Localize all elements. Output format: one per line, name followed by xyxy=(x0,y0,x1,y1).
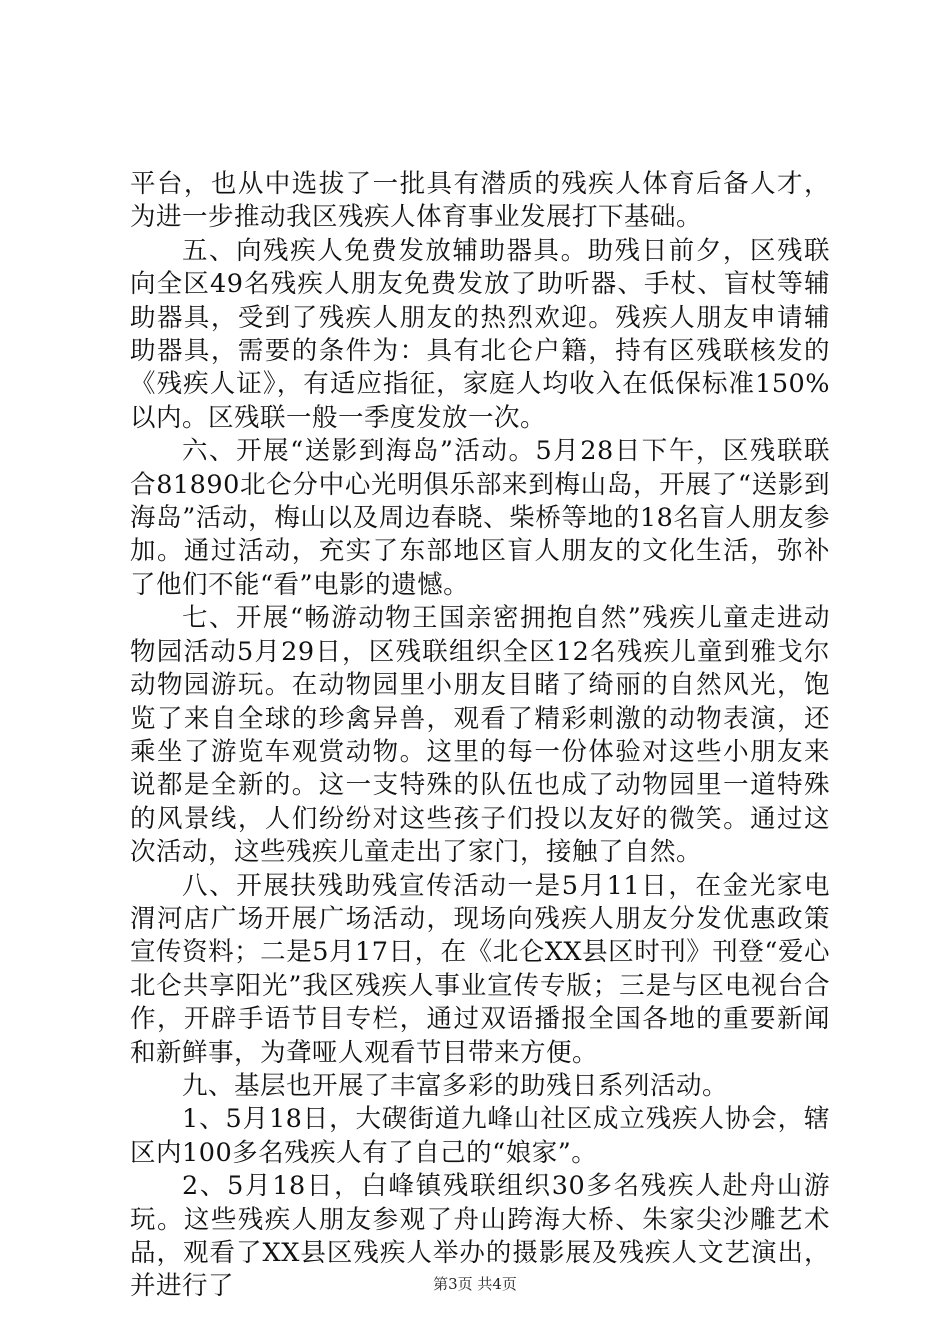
paragraph-item-7: 七、开展“畅游动物王国亲密拥抱自然”残疾儿童走进动物园活动5月29日，区残联组织全区12名残疾儿童到雅戈尔动物园游玩。在动物园里小朋友目睹了绮丽的自然风光，饱览了来自全球的珍禽异兽，观看了精彩刺激的动物表演，还乘坐了游览车观赏动物。这里的每一份体验对这些小朋友来说都是全新的。这一支特殊的队伍也成了动物园里一道特殊的风景线，人们纷纷对这些孩子们投以友好的微笑。通过这次活动，这些残疾儿童走出了家门，接触了自然。 xyxy=(130,603,830,868)
paragraph-item-6: 六、开展“送影到海岛”活动。5月28日下午，区残联联合81890北仑分中心光明俱乐部来到梅山岛，开展了“送影到海岛”活动，梅山以及周边春晓、柴桥等地的18名盲人朋友参加。通过活动，充实了东部地区盲人朋友的文化生活，弥补了他们不能“看”电影的遗憾。 xyxy=(130,436,830,600)
document-body xyxy=(130,168,830,1304)
paragraph-continuation: 平台，也从中选拔了一批具有潜质的残疾人体育后备人才，为进一步推动我区残疾人体育事业发展打下基础。 xyxy=(130,169,830,233)
paragraph-item-5: 五、向残疾人免费发放辅助器具。助残日前夕，区残联向全区49名残疾人朋友免费发放了助听器、手杖、盲杖等辅助器具，受到了残疾人朋友的热烈欢迎。残疾人朋友申请辅助器具，需要的条件为：具有北仑户籍，持有区残联核发的《残疾人证》，有适应指征，家庭人均收入在低保标准150%以内。区残联一般一季度发放一次。 xyxy=(130,235,830,433)
paragraph-subitem-2: 2、5月18日，白峰镇残联组织30多名残疾人赴舟山游玩。这些残疾人朋友参观了舟山跨海大桥、朱家尖沙雕艺术品，观看了XX县区残疾人举办的摄影展及残疾人文艺演出，并进行了 xyxy=(130,1171,830,1302)
paragraph-item-8: 八、开展扶残助残宣传活动一是5月11日，在金光家电渭河店广场开展广场活动，现场向残疾人朋友分发优惠政策宣传资料；二是5月17日，在《北仑XX县区时刊》刊登“爱心北仑共享阳光”我区残疾人事业宣传专版；三是与区电视台合作，开辟手语节目专栏，通过双语播报全国各地的重要新闻和新鲜事，为聋哑人观看节目带来方便。 xyxy=(130,870,830,1068)
paragraph-subitem-1: 1、5月18日，大碶街道九峰山社区成立残疾人协会，辖区内100多名残疾人有了自己的“娘家”。 xyxy=(130,1104,830,1168)
paragraph-item-9: 九、基层也开展了丰富多彩的助残日系列活动。 xyxy=(182,1070,729,1101)
page-footer: 第3页 共4页 xyxy=(433,1275,517,1293)
